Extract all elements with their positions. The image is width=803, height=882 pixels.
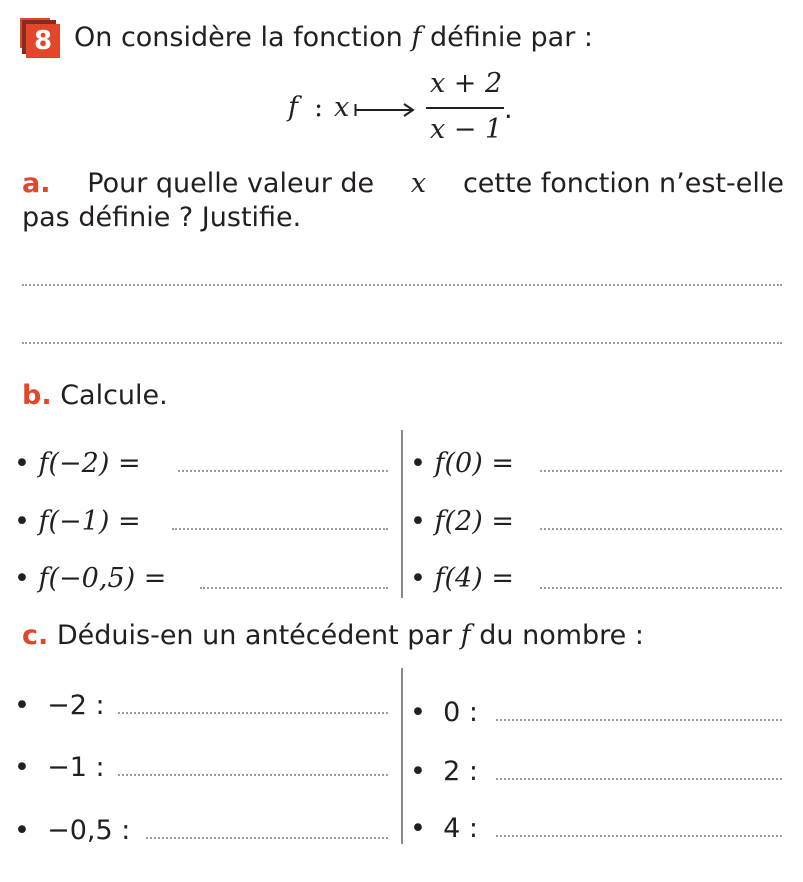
part-b-left-item-2: • f(−1) = xyxy=(14,506,141,537)
answer-line-b-right-3[interactable] xyxy=(540,587,782,589)
part-c-heading: c. Déduis-en un antécédent par f du nombre : xyxy=(22,620,644,651)
part-a-question-line-1: a. Pour quelle valeur de x cette fonction n’est-elle xyxy=(22,168,784,199)
part-b-left-item-1: • f(−2) = xyxy=(14,448,141,479)
part-b-right-item-3: • f(4) = xyxy=(410,563,514,594)
part-b-heading: b. Calcule. xyxy=(22,380,168,411)
part-c-left-item-2: • −1 : xyxy=(14,752,105,783)
part-b-column-divider xyxy=(401,430,403,598)
answer-line-c-right-1[interactable] xyxy=(496,719,782,721)
answer-line-b-right-2[interactable] xyxy=(540,528,782,530)
part-c-right-item-3: • 4 : xyxy=(410,813,478,844)
fraction-bar xyxy=(426,107,504,109)
formula-function-name: f xyxy=(288,92,298,123)
part-c-right-item-1: • 0 : xyxy=(410,697,478,728)
part-c-left-item-1: • −2 : xyxy=(14,690,105,721)
answer-line-c-left-2[interactable] xyxy=(118,774,388,776)
part-b-left-item-3: • f(−0,5) = xyxy=(14,563,167,594)
answer-line-a-1[interactable] xyxy=(22,284,782,286)
function-definition-formula xyxy=(0,62,803,152)
answer-line-b-left-1[interactable] xyxy=(178,470,388,472)
part-b-right-item-1: • f(0) = xyxy=(410,448,514,479)
maps-to-arrow-icon xyxy=(354,102,416,118)
exercise-intro: On considère la fonction f définie par : xyxy=(74,22,593,53)
part-c-column-divider xyxy=(401,668,403,844)
answer-line-c-right-3[interactable] xyxy=(496,835,782,837)
answer-line-a-2[interactable] xyxy=(22,342,782,344)
part-b-letter: b. xyxy=(22,380,52,411)
part-c-letter: c. xyxy=(22,620,49,651)
formula-variable: x xyxy=(334,92,350,123)
answer-line-c-left-3[interactable] xyxy=(146,837,388,839)
answer-line-c-left-1[interactable] xyxy=(118,712,388,714)
part-a-question-line-2: pas définie ? Justifie. xyxy=(22,202,302,233)
part-c-right-item-2: • 2 : xyxy=(410,756,478,787)
answer-line-b-right-1[interactable] xyxy=(540,470,782,472)
formula-colon: : xyxy=(314,92,324,123)
answer-line-b-left-2[interactable] xyxy=(172,528,388,530)
answer-line-c-right-2[interactable] xyxy=(496,778,782,780)
part-b-right-item-2: • f(2) = xyxy=(410,506,514,537)
formula-numerator: x + 2 xyxy=(430,68,503,99)
formula-period: . xyxy=(504,94,513,125)
exercise-number: 8 xyxy=(26,24,60,58)
part-a-letter: a. xyxy=(22,168,51,199)
exercise-number-badge xyxy=(20,18,60,58)
answer-line-b-left-3[interactable] xyxy=(200,587,388,589)
part-c-left-item-3: • −0,5 : xyxy=(14,815,131,846)
formula-denominator: x − 1 xyxy=(430,114,503,145)
intro-function-name: f xyxy=(411,22,422,53)
